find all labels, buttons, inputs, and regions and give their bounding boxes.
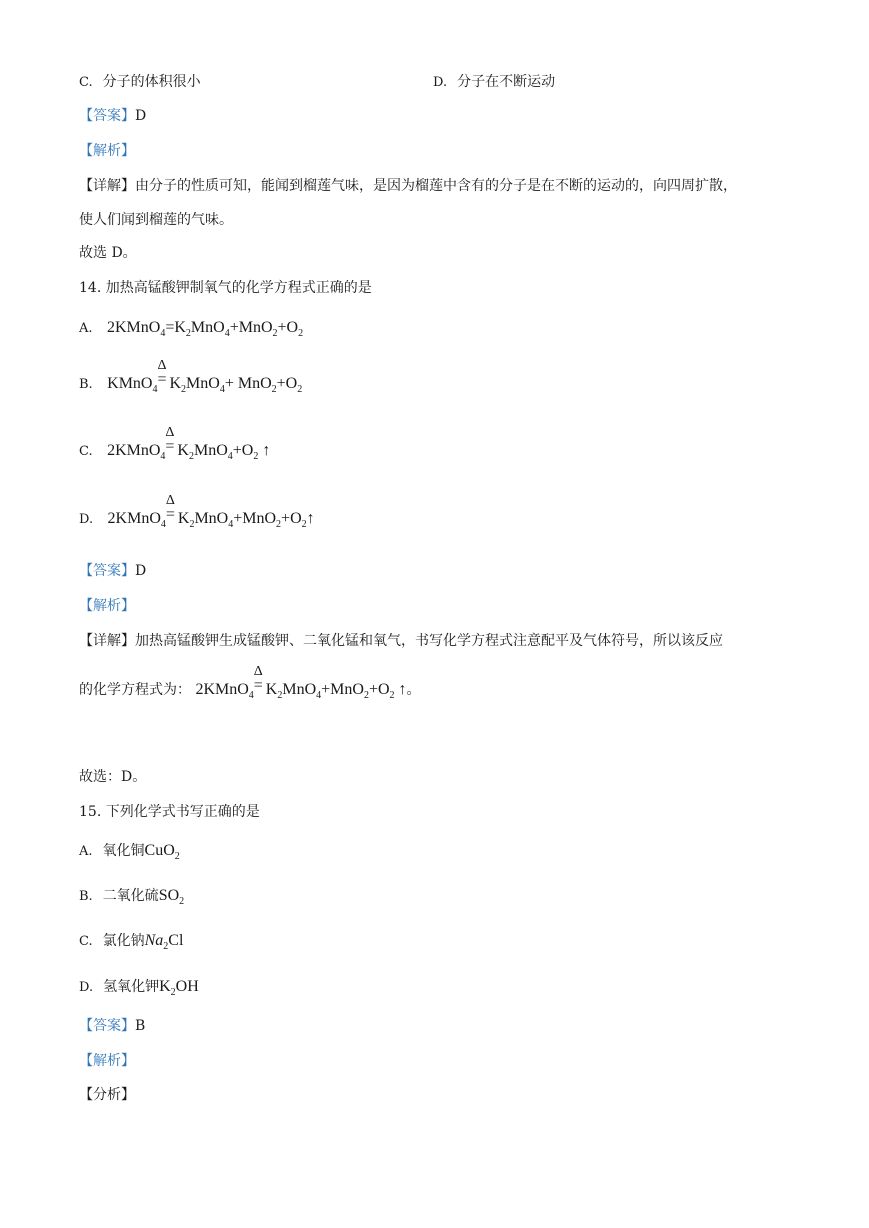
option-label: C. [79, 444, 93, 459]
q13-detail-line2: 使人们闻到榴莲的气味。 [79, 212, 233, 228]
option-text: 分子的体积很小 [102, 74, 201, 90]
option-text: 分子在不断运动 [457, 74, 556, 90]
detail-text: 。 [406, 682, 421, 698]
formula: CuO$_2$ [144, 842, 180, 862]
q15-fenxi-tag: 【分析】 [79, 1087, 135, 1103]
heating-condition: Δ = [165, 493, 175, 523]
option-label: C. [79, 75, 93, 90]
q15-option-c [79, 931, 183, 952]
q15-answer [79, 1016, 145, 1036]
heating-condition: Δ = [165, 425, 175, 455]
detail-text: 由分子的性质可知，能闻到榴莲气味，是因为榴莲中含有的分子是在不断的运动的，向四周扩散， [135, 178, 737, 194]
formula: $2KMnO_4=K_2MnO_4+MnO_2+O_2$ [106, 319, 304, 339]
option-label: B. [79, 889, 93, 904]
detail-text: 加热高锰酸钾生成锰酸钾、二氧化锰和氧气，书写化学方程式注意配平及气体符号，所以该反应 [135, 633, 723, 649]
q13-option-d [433, 72, 555, 93]
q13-detail-line1 [79, 176, 737, 196]
q15-analysis-tag [79, 1051, 135, 1071]
option-label: D. [79, 512, 94, 527]
formula: 2KMnO$_4$ Δ = $K_2MnO_4+O_2$ ↑ [107, 425, 271, 462]
analysis-tag: 【解析】 [79, 143, 135, 159]
formula: 2KMnO$_4$ Δ = $K_2MnO_4+MnO_2+O_2$ ↑ [195, 664, 407, 701]
delta-icon: Δ [253, 664, 263, 679]
answer-value: D [135, 563, 147, 579]
option-name: 二氧化硫 [102, 888, 159, 904]
q14-answer [79, 561, 146, 581]
option-label: D. [79, 980, 94, 995]
q15-option-d [79, 977, 199, 998]
answer-tag: 【答案】 [79, 108, 135, 124]
detail-tag: 【详解】 [79, 178, 135, 194]
answer-tag: 【答案】 [79, 1018, 135, 1034]
q14-detail-line2 [79, 664, 421, 701]
detail-tag: 【详解】 [79, 633, 135, 649]
option-label: D. [433, 75, 448, 90]
option-name: 氧化铜 [102, 843, 145, 859]
q14-stem: 14. 加热高锰酸钾制氧气的化学方程式正确的是 [79, 280, 372, 296]
q14-option-d [79, 493, 315, 530]
q15-option-a [79, 841, 180, 862]
option-name: 氯化钠 [102, 933, 145, 949]
q14-conclusion: 故选：D。 [79, 769, 147, 785]
q13-analysis-tag [79, 141, 135, 161]
analysis-tag: 【解析】 [79, 598, 135, 614]
option-name: 氢氧化钾 [103, 979, 160, 995]
formula: $SO_2$ [158, 887, 185, 907]
option-label: C. [79, 934, 93, 949]
formula: KMnO$_4$ Δ = $K_2MnO_4+ MnO_2+O_2$ [107, 358, 303, 395]
detail-text: 的化学方程式为： [79, 682, 191, 698]
option-label: A. [79, 321, 93, 336]
option-label: A. [79, 844, 93, 859]
option-label: B. [79, 377, 93, 392]
analysis-tag: 【解析】 [79, 1053, 135, 1069]
heating-condition: Δ = [157, 358, 167, 388]
q15-option-b [79, 886, 184, 907]
formula: 2KMnO$_4$ Δ = $K_2MnO_4+MnO_2+O_2↑$ [107, 493, 315, 530]
q14-analysis-tag [79, 596, 135, 616]
answer-value: D [135, 108, 147, 124]
answer-value: B [135, 1018, 146, 1034]
q15-stem: 15. 下列化学式书写正确的是 [79, 804, 260, 820]
answer-tag: 【答案】 [79, 563, 135, 579]
q14-detail-line1 [79, 631, 723, 651]
q14-option-b [79, 358, 303, 395]
heating-condition: Δ = [253, 664, 263, 694]
delta-icon: Δ [157, 358, 167, 373]
q13-answer [79, 106, 146, 126]
q13-option-c [79, 72, 201, 93]
delta-icon: Δ [165, 493, 175, 508]
q13-conclusion: 故选 D。 [79, 245, 137, 261]
q14-option-c [79, 425, 271, 462]
delta-icon: Δ [165, 425, 175, 440]
formula: $Na_2Cl$ [144, 932, 184, 952]
formula: $K_2OH$ [159, 978, 199, 998]
q14-option-a [79, 318, 303, 339]
